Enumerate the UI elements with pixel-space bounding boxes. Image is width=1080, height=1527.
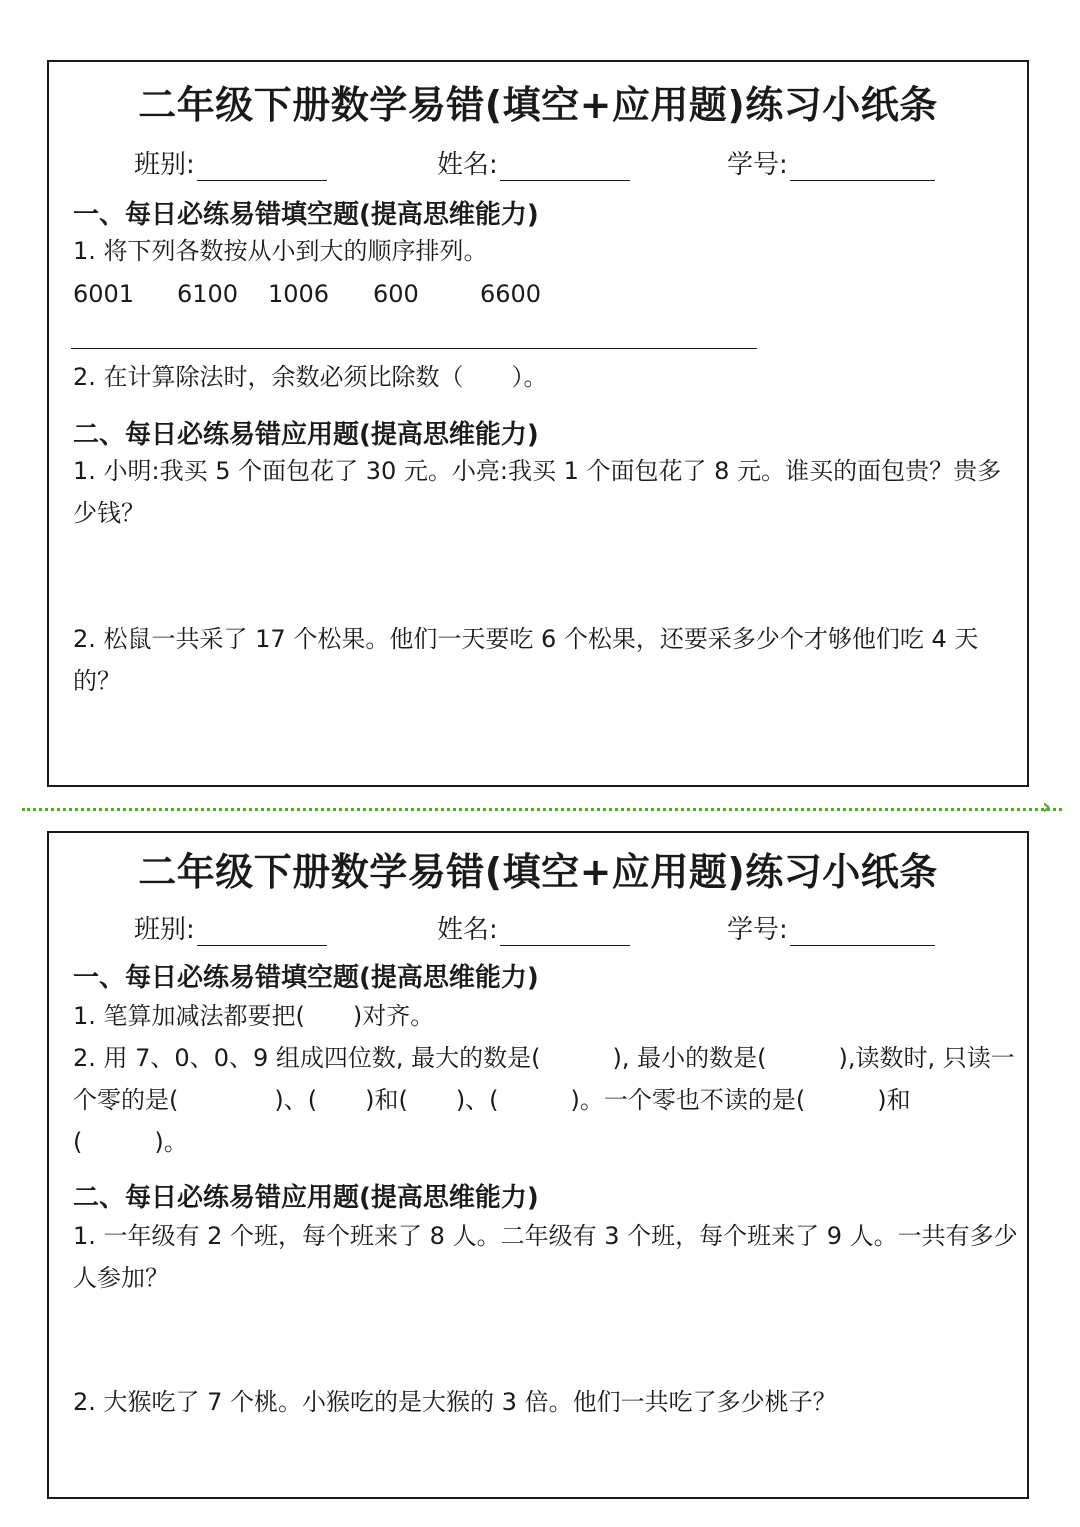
- number-list: [73, 280, 541, 308]
- slip-title: 二年级下册数学易错(填空+应用题)练习小纸条: [138, 850, 938, 894]
- section-fill-in-heading: 一、每日必练易错填空题(提高思维能力): [73, 200, 539, 230]
- number-label: 学号:: [727, 915, 788, 945]
- name-field: [437, 144, 630, 181]
- practice-slip-2: [47, 831, 1029, 1499]
- class-field: [134, 144, 327, 181]
- class-label: 班别:: [134, 150, 195, 180]
- name-field: [437, 909, 630, 946]
- class-blank[interactable]: [197, 919, 327, 946]
- answer-line[interactable]: [71, 348, 757, 349]
- name-blank[interactable]: [500, 154, 630, 181]
- name-blank[interactable]: [500, 919, 630, 946]
- question-text: 2. 松鼠一共采了 17 个松果。他们一天要吃 6 个松果，还要采多少个才够他们吃 4 天的？: [73, 625, 979, 695]
- number-blank[interactable]: [790, 154, 935, 181]
- chevron-right-icon: ›: [1042, 795, 1052, 820]
- question-text: 1. 一年级有 2 个班，每个班来了 8 人。二年级有 3 个班，每个班来了 9 人。一共有多少人参加？: [73, 1222, 1018, 1292]
- slip-title: 二年级下册数学易错(填空+应用题)练习小纸条: [138, 83, 938, 127]
- class-field: [134, 909, 327, 946]
- class-label: 班别:: [134, 915, 195, 945]
- section-word-problem-heading: 二、每日必练易错应用题(提高思维能力): [73, 420, 539, 450]
- number-item: 600: [373, 280, 419, 308]
- question-text: 1. 将下列各数按从小到大的顺序排列。: [73, 237, 488, 265]
- name-label: 姓名:: [437, 915, 498, 945]
- class-blank[interactable]: [197, 154, 327, 181]
- section-word-problem-heading: 二、每日必练易错应用题(提高思维能力): [73, 1183, 539, 1213]
- number-field: [727, 909, 935, 946]
- number-blank[interactable]: [790, 919, 935, 946]
- number-item: 1006: [268, 280, 330, 308]
- practice-slip-1: [47, 60, 1029, 787]
- question-text: 2. 在计算除法时，余数必须比除数（ ）。: [73, 363, 548, 391]
- number-label: 学号:: [727, 150, 788, 180]
- section-fill-in-heading: 一、每日必练易错填空题(提高思维能力): [73, 963, 539, 993]
- dotted-separator: [22, 808, 1062, 811]
- name-label: 姓名:: [437, 150, 498, 180]
- number-item: 6600: [480, 280, 542, 308]
- number-field: [727, 144, 935, 181]
- question-text: 2. 用 7、0、0、9 组成四位数, 最大的数是( ), 最小的数是( ),读数时, 只读一个零的是( )、( )和( )、( )。一个零也不读的是( )和( )。: [73, 1044, 1015, 1156]
- question-text: 1. 小明:我买 5 个面包花了 30 元。小亮:我买 1 个面包花了 8 元。谁买的面包贵？贵多少钱？: [73, 457, 1002, 527]
- number-item: 6001: [73, 280, 135, 308]
- question-text: 2. 大猴吃了 7 个桃。小猴吃的是大猴的 3 倍。他们一共吃了多少桃子？: [73, 1388, 837, 1416]
- number-item: 6100: [177, 280, 239, 308]
- question-text: 1. 笔算加减法都要把( )对齐。: [73, 1002, 435, 1030]
